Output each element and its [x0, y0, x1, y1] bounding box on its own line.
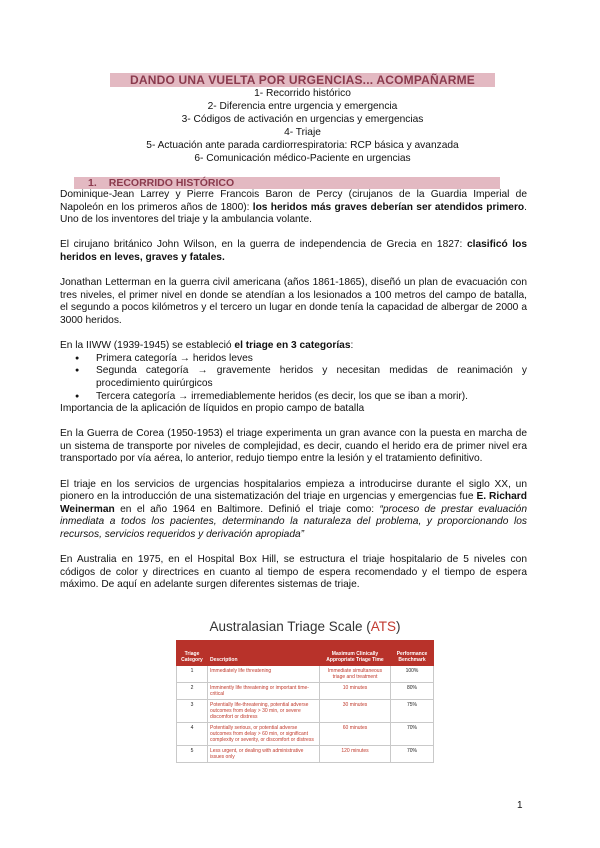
table-cell: 4: [177, 723, 208, 746]
paragraph-australia: En Australia en 1975, en el Hospital Box Hill, se estructura el triaje hospitalario de 5 niveles con códigos de color y directrices en cuanto al tiempo de espera recomendado y el tiempo de espera máximo. De aquí en adelante surgen diferentes sistemas de triaje.: [60, 554, 527, 591]
quote-text: “proceso de prestar evaluación inmediata a todos los pacientes, determinando la naturaleza del problema, y proporcionando los recursos, servicios requeridos y derivación apropiada”: [60, 503, 528, 541]
section-heading: [74, 177, 500, 189]
paragraph-liquids: Importancia de la aplicación de líquidos en propio campo de batalla: [60, 403, 365, 415]
table-cell: 30 minutes: [320, 700, 391, 723]
text-span: El triaje en los servicios de urgencias hospitalarios empieza a introducirse durante el siglo XX, un pionero en la introducción de una sistematización del triaje en urgencias y emergencias fue: [60, 478, 527, 503]
figure-title-text: ): [396, 619, 401, 634]
table-cell: 75%: [391, 700, 434, 723]
table-cell: Immediately life threatening: [208, 666, 320, 683]
toc-item: 5- Actuación ante parada cardiorrespiratoria: RCP básica y avanzada: [146, 139, 459, 151]
table-row: [177, 700, 434, 723]
list-item: ● Tercera categoría → irremediablemente heridos (es decir, los que se iban a morir).: [96, 391, 527, 404]
table-cell: 3: [177, 700, 208, 723]
table-of-contents: [60, 88, 545, 165]
toc-item: 4- Triaje: [284, 126, 321, 138]
toc-item: 2- Diferencia entre urgencia y emergencia: [207, 100, 398, 112]
bold-text: el triage en 3 categorías: [234, 340, 351, 352]
figure-title-abbr: ATS: [370, 619, 397, 634]
paragraph-wilson: [60, 239, 527, 264]
table-cell: 10 minutes: [320, 683, 391, 700]
table-header-row: [177, 641, 434, 666]
column-header: Maximum Clinically Appropriate Triage Time: [320, 641, 391, 666]
toc-item: 6- Comunicación médico-Paciente en urgencias: [194, 152, 411, 164]
text-span: Dominique-Jean Larrey y Pierre Francois Baron de Percy (cirujanos de la Guardia Imperial de Napoleón en los primeros años de 1800):: [60, 189, 527, 213]
list-item: ● Segunda categoría → gravemente heridos y necesitan medidas de reanimación y procedimiento quirúrgicos: [96, 365, 527, 390]
toc-item: 3- Códigos de activación en urgencias y emergencias: [181, 113, 424, 125]
table-cell: Potentially life-threatening, potential adverse outcomes from delay > 30 min, or severe discomfort or distress: [208, 700, 320, 723]
toc-item: 1- Recorrido histórico: [254, 88, 351, 99]
table-cell: Potentially serious, or potential adverse outcomes from delay > 60 min, or significant complexity or severity, or discomfort or distress: [208, 723, 320, 746]
section-number: 1.: [88, 177, 97, 189]
bold-text: clasificó los heridos en leves, graves y fatales.: [60, 239, 527, 263]
text-span: en el año 1964 en Baltimore. Definió el triaje como:: [114, 503, 380, 515]
table-cell: 120 minutes: [320, 746, 391, 763]
table-cell: Less urgent, or dealing with administrative issues only: [208, 746, 320, 763]
list-item: ● Primera categoría → heridos leves: [96, 353, 527, 366]
paragraph-larrey: [60, 189, 527, 227]
column-header: Triage Category: [177, 641, 208, 666]
table-cell: 60 minutes: [320, 723, 391, 746]
text-span: :: [350, 340, 354, 352]
table-cell: Imminently life threatening or important time-critical: [208, 683, 320, 700]
bold-text: los heridos más graves deberían ser atendidos primero: [252, 201, 525, 213]
body-text: [60, 189, 527, 605]
text-span: En la IIWW (1939-1945) se estableció: [60, 340, 235, 352]
bold-text: E. Richard Weinerman: [60, 491, 527, 515]
table-cell: 1: [177, 666, 208, 683]
paragraph-korea: En la Guerra de Corea (1950-1953) el triage experimenta un gran avance con la puesta en marcha de un sistema de transporte por niveles de complejidad, es decir, cuando el herido era de primer nivel era transportado por vía aérea, lo anterior, redujo tiempo entre la lesión y el tratamiento definitivo.: [60, 428, 527, 465]
ats-table: [176, 640, 434, 763]
table-row: [177, 723, 434, 746]
table-row: [177, 666, 434, 683]
figure-title-text: Australasian Triage Scale (: [209, 619, 371, 634]
column-header: Description: [208, 641, 320, 666]
table-cell: 100%: [391, 666, 434, 683]
table-cell: Immediate simultaneous triage and treatment: [320, 666, 391, 683]
figure-title: [175, 619, 435, 634]
document-title: DANDO UNA VUELTA POR URGENCIAS... ACOMPAÑARME: [110, 73, 495, 87]
paragraph-letterman: Jonathan Letterman en la guerra civil americana (años 1861-1865), diseñó un plan de evacuación con tres niveles, el primer nivel en donde se atendían a los lesionados a 100 metros del campo de batalla, el segundo a pocos kilómetros y el tercero un lugar en donde tenía la capacidad de albergar de 2000 a 3000 heridos.: [60, 277, 527, 326]
column-header: Performance Benchmark: [391, 641, 434, 666]
table-row: [177, 683, 434, 700]
section-title: RECORRIDO HISTÓRICO: [108, 177, 235, 189]
table-cell: 5: [177, 746, 208, 763]
table-cell: 80%: [391, 683, 434, 700]
table-cell: 2: [177, 683, 208, 700]
text-span: El cirujano británico John Wilson, en la guerra de independencia de Grecia en 1827:: [60, 239, 467, 251]
table-cell: 70%: [391, 723, 434, 746]
paragraph-weinerman: [60, 479, 527, 542]
table-row: [177, 746, 434, 763]
paragraph-iiww: [60, 340, 527, 353]
page-number: 1: [517, 800, 523, 811]
table-cell: 70%: [391, 746, 434, 763]
triage-categories-list: [60, 353, 527, 403]
text-span: . Uno de los inventores del triaje y la ambulancia volante.: [60, 201, 527, 226]
